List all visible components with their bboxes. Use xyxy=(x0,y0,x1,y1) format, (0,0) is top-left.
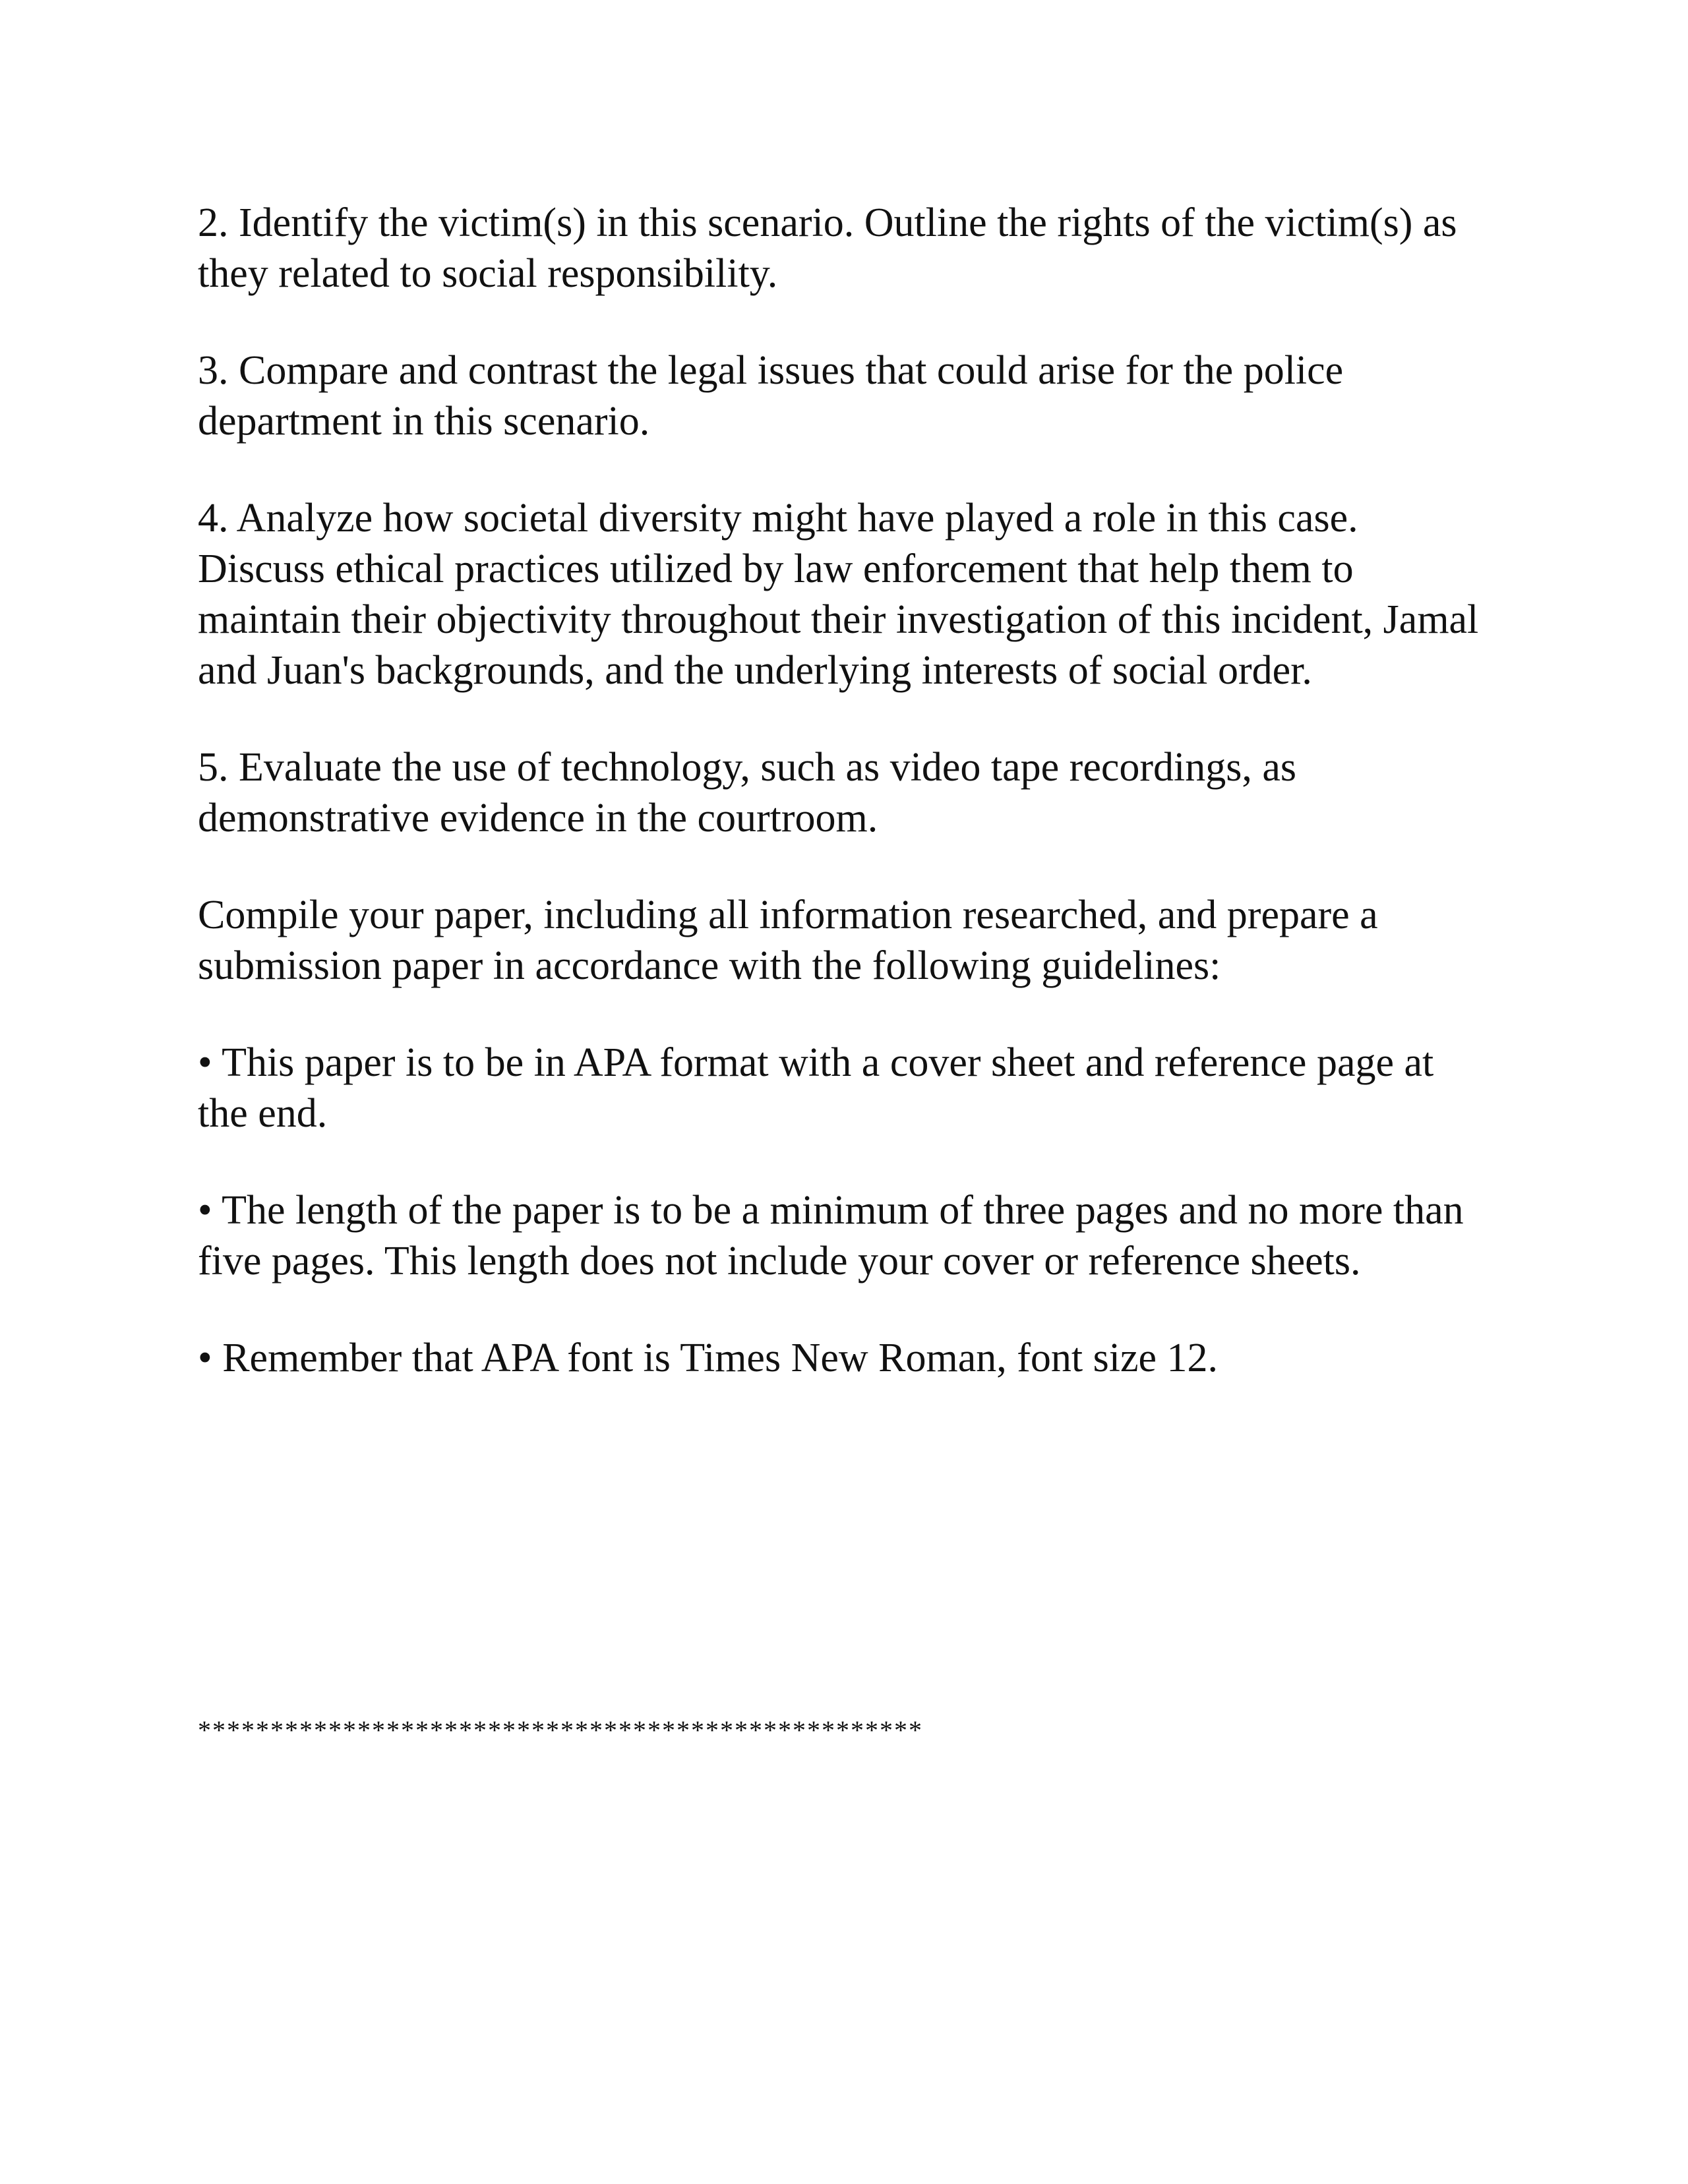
guideline-font: • Remember that APA font is Times New Roman, font size 12. xyxy=(198,1336,1219,1380)
question-2-paragraph: 2. Identify the victim(s) in this scenario. Outline the rights of the victim(s) as they related to social responsibility. xyxy=(198,200,1457,296)
question-4-paragraph: 4. Analyze how societal diversity might have played a role in this case. Discuss ethical practices utilized by law enforcement that help them to maintain their objectivity throughout their investigation of this incident, Jamal and Juan's backgrounds, and the underlying interests of social order. xyxy=(198,496,1479,693)
guideline-paper-length: • The length of the paper is to be a minimum of three pages and no more than five pages. This length does not include your cover or reference sheets. xyxy=(198,1188,1464,1284)
guideline-apa-format: • This paper is to be in APA format with a cover sheet and reference page at the end. xyxy=(198,1040,1434,1136)
asterisk-separator: ************************************************** xyxy=(198,1715,923,1745)
document-body xyxy=(198,198,1490,1430)
question-3-paragraph: 3. Compare and contrast the legal issues that could arise for the police department in this scenario. xyxy=(198,348,1344,444)
compile-instructions-paragraph: Compile your paper, including all information researched, and prepare a submission paper in accordance with the following guidelines: xyxy=(198,893,1378,988)
question-5-paragraph: 5. Evaluate the use of technology, such as video tape recordings, as demonstrative evidence in the courtroom. xyxy=(198,745,1297,841)
